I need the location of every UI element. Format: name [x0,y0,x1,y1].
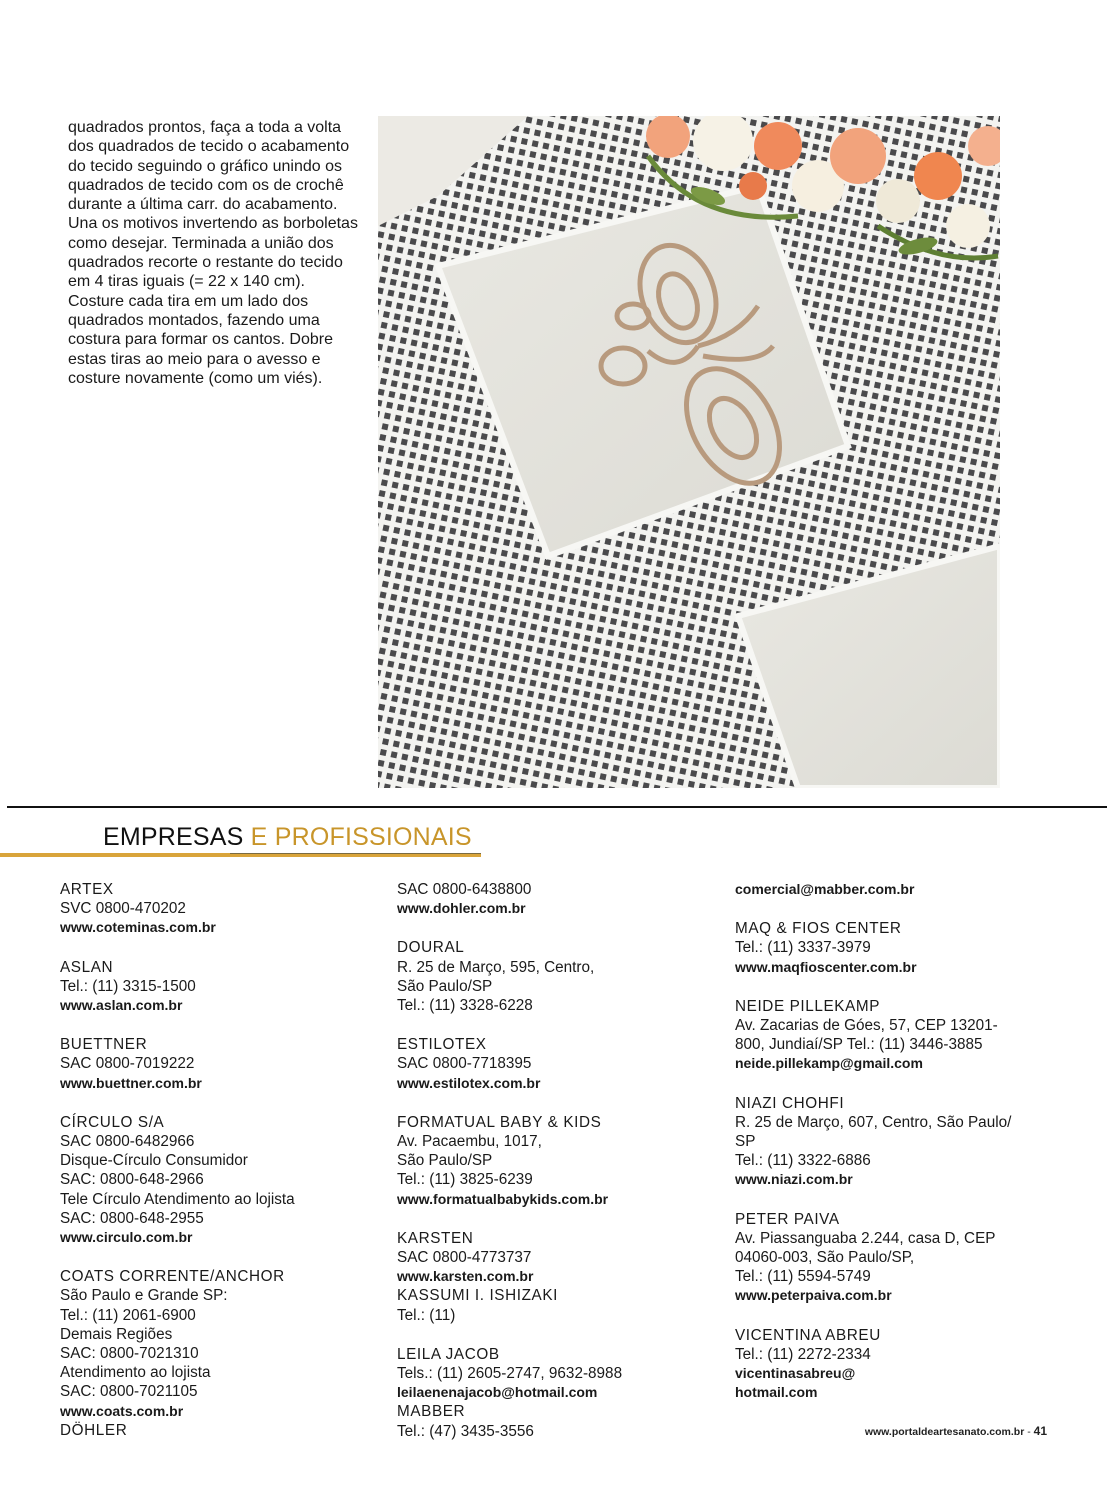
directory-column-1 [60,880,370,1460]
contact-line: SP [735,1133,756,1151]
directory-column-2 [397,880,717,1461]
contact-link[interactable]: www.coteminas.com.br [60,919,216,936]
company-name: KASSUMI I. ISHIZAKI [397,1287,559,1305]
company-name: KARSTEN [397,1229,474,1247]
company-name: BUETTNER [60,1036,148,1054]
contact-link[interactable]: www.formatualbabykids.com.br [397,1190,609,1207]
directory-entry [397,1402,717,1440]
contact-line: 800, Jundiaí/SP Tel.: (11) 3446-3885 [735,1036,983,1054]
directory-entry [60,880,370,938]
contact-link[interactable]: www.buettner.com.br [60,1074,202,1091]
contact-link[interactable]: www.maqfioscenter.com.br [735,958,917,975]
contact-line: Tel.: (11) 5594-5749 [735,1268,871,1286]
directory-entry [60,1035,370,1093]
contact-link[interactable]: www.karsten.com.br [397,1268,534,1285]
contact-link[interactable]: www.circulo.com.br [60,1229,193,1246]
contact-line: Tel.: (11) 2272-2334 [735,1345,871,1363]
crochet-tablecloth-photo [378,116,1000,788]
contact-line: Tele Círculo Atendimento ao lojista [60,1190,295,1208]
contact-line: Tel.: (11) 2061-6900 [60,1306,196,1324]
company-name: PETER PAIVA [735,1210,840,1228]
directory-entry [397,1345,717,1403]
contact-link[interactable]: comercial@mabber.com.br [735,881,915,897]
footer-url[interactable]: www.portaldeartesanato.com.br [864,1426,1025,1438]
contact-line: Tel.: (11) 3337-3979 [735,939,871,957]
company-name: VICENTINA ABREU [735,1326,881,1344]
contact-line: R. 25 de Março, 595, Centro, [397,958,595,976]
contact-line: SAC 0800-7019222 [60,1055,195,1073]
contact-link[interactable]: www.niazi.com.br [735,1171,853,1188]
section-title-part1: EMPRESAS [103,823,244,851]
contact-line: SAC 0800-7718395 [397,1055,532,1073]
contact-line: Tel.: (11) 3315-1500 [60,977,196,995]
contact-line: Disque-Círculo Consumidor [60,1152,248,1170]
contact-line: Tel.: (11) 3825-6239 [397,1171,533,1189]
contact-link[interactable]: vicentinasabreu@ [735,1365,856,1382]
directory-entry [735,997,1065,1074]
company-name: COATS CORRENTE/ANCHOR [60,1268,285,1286]
company-name: DOURAL [397,939,465,957]
directory-column-3 [735,880,1065,1422]
intro-paragraph: quadrados prontos, faça a toda a volta dos quadrados de tecido o acabamento do tecido seguindo o gráfico unindo os quadrados de tecido com os de crochê durante a última carr. do acabamento. Una os motivos invertendo as borboletas como desejar. Terminada a união dos quadrados recorte o restante do tecido em 4 tiras iguais (= 22 x 140 cm). Costure cada tira em um lado dos quadrados montados, fazendo uma costura para formar os cantos. Dobre estas tiras ao meio para o avesso e costure novamente (como um viés). [68,119,358,387]
directory-entry [735,880,1065,899]
directory-entry [397,1286,717,1324]
contact-line: Tel.: (11) 3328-6228 [397,997,533,1015]
contact-link[interactable]: hotmail.com [735,1384,818,1401]
contact-line: Av. Pacaembu, 1017, [397,1133,542,1151]
directory-entry [735,1210,1065,1306]
contact-line: SAC: 0800-648-2966 [60,1171,204,1189]
contact-link[interactable]: leilaenenajacob@hotmail.com [397,1384,598,1401]
contact-link[interactable]: www.aslan.com.br [60,997,183,1014]
contact-line: Av. Zacarias de Góes, 57, CEP 13201- [735,1017,998,1035]
contact-line: Atendimento ao lojista [60,1364,211,1382]
company-name: MAQ & FIOS CENTER [735,920,902,938]
directory-entry [397,1113,717,1209]
contact-line: Tel.: (11) 3322-6886 [735,1152,871,1170]
contact-line: 04060-003, São Paulo/SP, [735,1249,915,1267]
company-name: NEIDE PILLEKAMP [735,997,881,1015]
company-name: ESTILOTEX [397,1036,487,1054]
contact-line: SAC 0800-4773737 [397,1249,532,1267]
contact-line: Demais Regiões [60,1325,173,1343]
company-name: LEILA JACOB [397,1345,500,1363]
directory-entry [60,1113,370,1247]
directory-entry [397,938,717,1015]
contact-line: R. 25 de Março, 607, Centro, São Paulo/ [735,1113,1012,1131]
section-title [103,823,472,852]
contact-link[interactable]: www.dohler.com.br [397,900,526,917]
directory-entry [397,1229,717,1287]
contact-line: Tel.: (47) 3435-3556 [397,1422,534,1440]
contact-line: São Paulo/SP [397,977,493,995]
directory-entry [60,1421,370,1440]
contact-line: SAC: 0800-7021310 [60,1345,199,1363]
contact-link[interactable]: www.estilotex.com.br [397,1074,541,1091]
directory-entry [60,1267,370,1421]
company-name: NIAZI CHOHFI [735,1094,845,1112]
contact-link[interactable]: www.peterpaiva.com.br [735,1287,892,1304]
section-divider [7,806,1107,808]
contact-line: SAC: 0800-7021105 [60,1383,198,1401]
contact-line: SVC 0800-470202 [60,900,186,918]
directory-entry [397,880,717,918]
contact-line: SAC 0800-6482966 [60,1133,195,1151]
contact-link[interactable]: neide.pillekamp@gmail.com [735,1055,923,1072]
page-number: 41 [1033,1424,1047,1438]
company-name: DÖHLER [60,1421,128,1439]
section-title-part2: E PROFISSIONAIS [243,823,472,851]
contact-link[interactable]: www.coats.com.br [60,1402,184,1419]
company-name: CÍRCULO S/A [60,1113,165,1131]
contact-line: SAC: 0800-648-2955 [60,1209,204,1227]
directory-entry [397,1035,717,1093]
contact-line: SAC 0800-6438800 [397,881,532,898]
footer-separator: - [1024,1426,1034,1438]
contact-line: Tel.: (11) [397,1306,456,1324]
company-name: MABBER [397,1403,466,1421]
contact-line: Tels.: (11) 2605-2747, 9632-8988 [397,1365,623,1383]
company-name: FORMATUAL BABY & KIDS [397,1113,602,1131]
directory-entry [735,1094,1065,1190]
directory-entry [735,919,1065,977]
directory-entry [735,1326,1065,1403]
company-name: ASLAN [60,958,114,976]
contact-line: Av. Piassanguaba 2.244, casa D, CEP [735,1229,996,1247]
company-name: ARTEX [60,881,114,898]
contact-line: São Paulo e Grande SP: [60,1287,228,1305]
page-footer [865,1424,1047,1438]
directory-entry [60,958,370,1016]
contact-line: São Paulo/SP [397,1152,493,1170]
title-underline-accent [230,853,481,854]
